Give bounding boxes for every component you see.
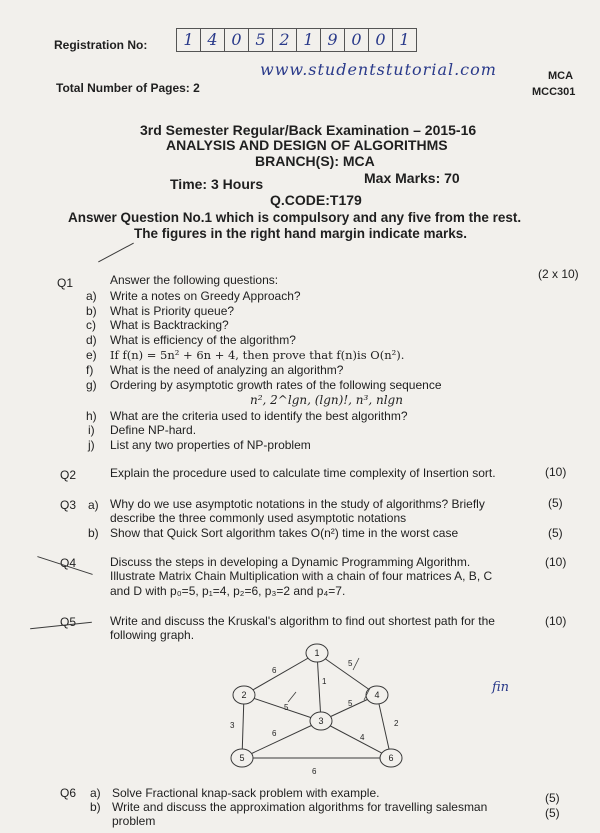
q1-part-label: j)	[88, 438, 95, 452]
total-pages: Total Number of Pages: 2	[56, 81, 200, 95]
q1-part-text: What is Backtracking?	[110, 318, 229, 332]
q6-a-marks: (5)	[545, 791, 560, 805]
q1-part-text: List any two properties of NP-problem	[110, 438, 311, 452]
q1-marks: (2 x 10)	[538, 267, 579, 281]
q1-part-text: If f(n) = 5n² + 6n + 4, then prove that f(n)is O(n²).	[110, 348, 405, 362]
q1-part-text: Ordering by asymptotic growth rates of the following sequence	[110, 378, 442, 392]
q1-part-text: What are the criteria used to identify the best algorithm?	[110, 409, 408, 423]
registration-digit: 9	[321, 29, 345, 51]
q3-b-text: Show that Quick Sort algorithm takes O(n²) time in the worst case	[110, 526, 459, 540]
q5-line-1: Write and discuss the Kruskal's algorithm to find out shortest path for the	[110, 614, 495, 628]
q2-text: Explain the procedure used to calculate time complexity of Insertion sort.	[110, 466, 496, 480]
q1-part-label: g)	[86, 378, 97, 392]
registration-digit: 2	[273, 29, 297, 51]
pencil-mark	[98, 243, 134, 263]
q4-marks: (10)	[545, 555, 567, 569]
registration-digit: 1	[399, 30, 410, 49]
q4-line-2: Illustrate Matrix Chain Multiplication with a chain of four matrices A, B, C	[110, 569, 493, 583]
q2-marks: (10)	[545, 465, 567, 479]
registration-label: Registration No:	[54, 38, 148, 52]
registration-number-boxes	[176, 28, 417, 52]
q1-part-label: h)	[86, 409, 97, 423]
node-label: 1	[314, 648, 320, 658]
exam-time: Time: 3 Hours	[170, 176, 264, 192]
edge-weight: 6	[312, 767, 317, 776]
instruction-line-2: The figures in the right hand margin indicate marks.	[134, 226, 468, 241]
edge-weight: 1	[322, 677, 327, 686]
node-label: 4	[374, 690, 380, 700]
course-code: MCA	[548, 70, 574, 82]
node-label: 6	[388, 753, 394, 763]
edge-weight: 4	[360, 733, 365, 742]
pencil-check	[288, 692, 296, 702]
growth-sequence: n², 2^lgn, (lgn)!, n³, nlgn	[250, 393, 403, 407]
q6-number: Q6	[60, 786, 77, 800]
edge-1-4	[317, 653, 377, 695]
node-label: 3	[318, 716, 324, 726]
edge-weight: 5	[348, 699, 353, 708]
instruction-line-1: Answer Question No.1 which is compulsory and any five from the rest.	[68, 210, 522, 225]
q6-a-text: Solve Fractional knap-sack problem with example.	[112, 786, 380, 800]
q3-a-line-1: Why do we use asymptotic notations in the study of algorithms? Briefly	[110, 497, 485, 511]
q3-b-marks: (5)	[548, 526, 563, 540]
q1-part-label: c)	[86, 318, 96, 332]
q6-b-label: b)	[90, 800, 101, 814]
q1-number: Q1	[57, 276, 74, 290]
q6-a-label: a)	[90, 786, 101, 800]
q1-part-text: Define NP-hard.	[110, 423, 197, 437]
registration-digit: 5	[249, 29, 273, 51]
registration-digit: 4	[201, 29, 225, 51]
branch: BRANCH(S): MCA	[255, 153, 375, 169]
q5-number: Q5	[60, 615, 77, 629]
q1-part-label: f)	[86, 363, 94, 377]
edge-4-6	[377, 695, 391, 758]
q3-number: Q3	[60, 498, 77, 512]
margin-note: fin	[492, 680, 510, 695]
edge-3-6	[321, 721, 391, 758]
paper-code: MCC301	[532, 86, 576, 98]
q1-part-label: e)	[86, 348, 97, 362]
q1-part-label: i)	[88, 423, 95, 437]
q1-part-text: What is efficiency of the algorithm?	[110, 333, 296, 347]
q1-part-text: Write a notes on Greedy Approach?	[110, 289, 301, 303]
pencil-check	[353, 658, 359, 670]
q3-a-line-2: describe the three commonly used asymptotic notations	[110, 511, 407, 525]
edge-1-3	[317, 653, 321, 721]
q1-part-label: d)	[86, 333, 97, 347]
q6-b-line-2: problem	[112, 814, 156, 828]
q1-part-text: What is the need of analyzing an algorithm?	[110, 363, 344, 377]
q4-line-1: Discuss the steps in developing a Dynamic Programming Algorithm.	[110, 555, 471, 569]
q1-part-label: a)	[86, 289, 97, 303]
edge-weight: 3	[230, 721, 235, 730]
q1-intro: Answer the following questions:	[110, 273, 279, 287]
max-marks: Max Marks: 70	[364, 170, 460, 186]
question-code: Q.CODE:T179	[270, 192, 362, 208]
q1-part-text: What is Priority queue?	[110, 304, 235, 318]
edge-3-5	[242, 721, 321, 758]
kruskal-graph	[220, 640, 420, 780]
q3-a-marks: (5)	[548, 496, 563, 510]
registration-digit: 0	[225, 29, 249, 51]
q4-line-3: and D with p₀=5, p₁=4, p₂=6, p₃=2 and p₄=7.	[110, 584, 346, 598]
edge-weight: 5	[284, 703, 289, 712]
q5-marks: (10)	[545, 614, 567, 628]
q4-number: Q4	[60, 556, 77, 570]
edge-weight: 5	[348, 659, 353, 668]
q2-number: Q2	[60, 468, 77, 482]
edge-weight: 6	[272, 666, 277, 675]
q3-b-label: b)	[88, 526, 99, 540]
edge-weight: 6	[272, 729, 277, 738]
registration-digit: 0	[369, 29, 393, 51]
edge-weight: 2	[394, 719, 399, 728]
node-label: 5	[239, 753, 245, 763]
q1-part-label: b)	[86, 304, 97, 318]
node-label: 2	[241, 690, 247, 700]
edge-1-2	[244, 653, 317, 695]
q6-b-line-1: Write and discuss the approximation algorithms for travelling salesman	[112, 800, 488, 814]
q5-line-2: following graph.	[110, 628, 195, 642]
handwritten-url: www.studentstutorial.com	[260, 60, 497, 79]
q6-b-marks: (5)	[545, 806, 560, 820]
registration-digit: 1	[297, 29, 321, 51]
subject-title: ANALYSIS AND DESIGN OF ALGORITHMS	[166, 137, 448, 153]
q3-a-label: a)	[88, 498, 99, 512]
edge-2-3	[244, 695, 321, 721]
registration-digit: 0	[345, 29, 369, 51]
registration-digit: 1	[177, 29, 201, 51]
exam-title: 3rd Semester Regular/Back Examination – 2015-16	[140, 122, 477, 138]
